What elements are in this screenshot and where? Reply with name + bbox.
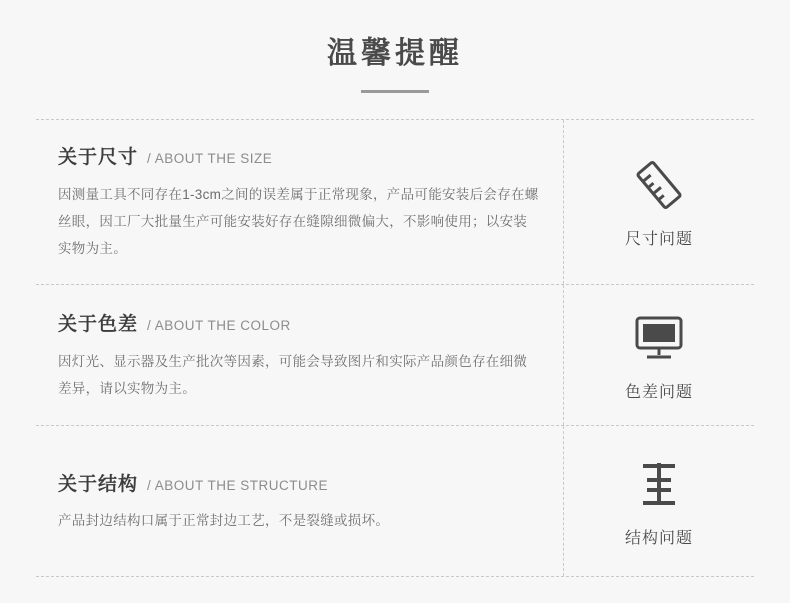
section-body: 产品封边结构口属于正常封边工艺，不是裂缝或损坏。 [58,512,390,528]
row-text-color [36,285,564,425]
section-body: 因灯光、显示器及生产批次等因素，可能会导致图片和实际产品颜色存在细微差异，请以实物为主。 [58,353,528,396]
icon-label: 尺寸问题 [624,230,693,248]
row-heading [58,469,539,496]
structure-icon [630,455,688,513]
icon-label: 色差问题 [624,383,693,401]
section-title-cn: 关于结构 [58,473,139,495]
page-title: 温馨提醒 [327,37,463,70]
row-heading [58,142,539,169]
table-row [36,285,754,426]
section-title-cn: 关于色差 [58,313,139,335]
row-heading [58,309,539,336]
row-text-structure [36,426,564,576]
row-text-size [36,120,564,284]
row-icon-color [564,285,754,425]
page-header [0,0,790,93]
row-icon-size [564,120,754,284]
ruler-icon [630,156,688,214]
section-title-cn: 关于尺寸 [58,147,139,168]
section-title-en: / ABOUT THE SIZE [147,151,273,166]
icon-label: 结构问题 [624,529,693,547]
section-title-en: / ABOUT THE COLOR [147,317,291,333]
section-body: 因测量工具不同存在1-3cm之间的误差属于正常现象，产品可能安装后会存在螺丝眼，因工厂大批量生产可能安装好存在缝隙细微偏大，不影响使用；以安装实物为主。 [58,187,539,256]
monitor-icon [630,309,688,367]
table-row [36,426,754,576]
reminder-table [36,119,754,577]
section-title-en: / ABOUT THE STRUCTURE [147,477,329,493]
title-underline [361,90,429,93]
table-row [36,120,754,285]
row-icon-structure [564,426,754,576]
